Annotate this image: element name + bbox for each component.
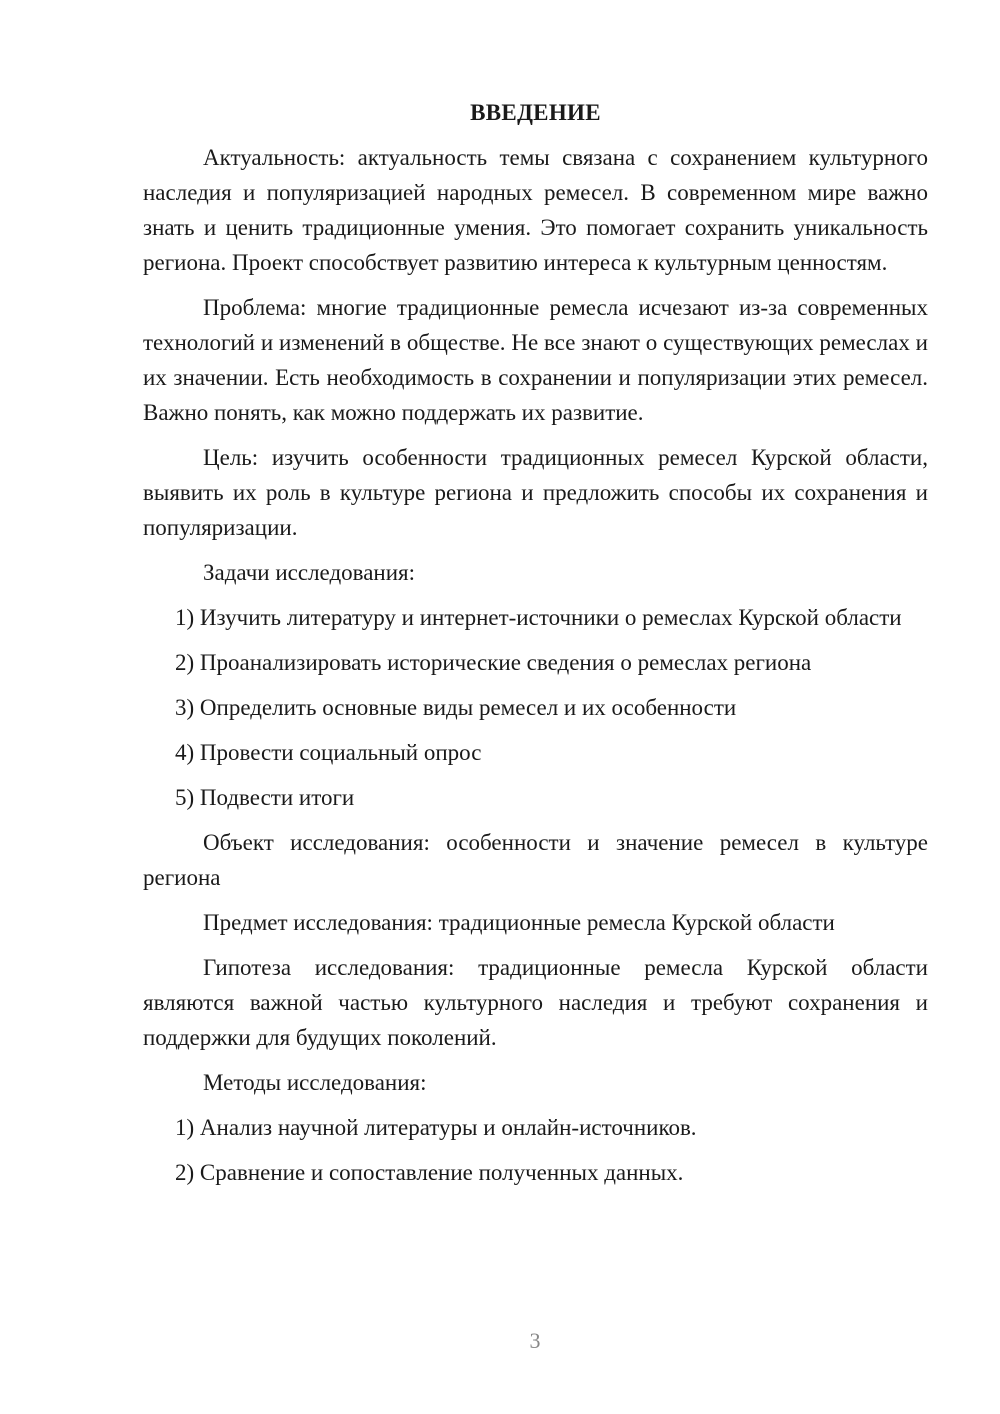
list-item: 2) Сравнение и сопоставление полученных данных. [175, 1160, 684, 1185]
list-item: 3) Определить основные виды ремесел и их особенности [175, 695, 737, 720]
methods-heading: Методы исследования: [203, 1070, 427, 1095]
relevance-paragraph: Актуальность: актуальность темы связана с сохранением культурного наследия и популяризацией народных ремесел. В современном мире важно знать и ценить традиционные умения. Это помогает сохранить уникальность региона. Проект способствует развитию интереса к культурным ценностям. [143, 145, 928, 275]
subject-paragraph: Предмет исследования: традиционные ремесла Курской области [203, 910, 835, 935]
list-item: 5) Подвести итоги [175, 785, 355, 810]
methods-list [143, 1110, 928, 1190]
list-item: 2) Проанализировать исторические сведения о ремеслах региона [175, 650, 812, 675]
list-item: 1) Анализ научной литературы и онлайн-источников. [175, 1115, 697, 1140]
list-item: 1) Изучить литературу и интернет-источники о ремеслах Курской области [175, 605, 902, 630]
tasks-heading: Задачи исследования: [203, 560, 416, 585]
tasks-list [143, 600, 928, 815]
list-item: 4) Провести социальный опрос [175, 740, 482, 765]
page-number: 3 [529, 1328, 541, 1353]
page-title: ВВЕДЕНИЕ [470, 100, 601, 125]
hypothesis-paragraph: Гипотеза исследования: традиционные ремесла Курской области являются важной частью культурного наследия и требуют сохранения и поддержки для будущих поколений. [143, 955, 928, 1050]
page-content [143, 95, 928, 1200]
object-paragraph: Объект исследования: особенности и значение ремесел в культуре региона [143, 830, 928, 890]
goal-paragraph: Цель: изучить особенности традиционных ремесел Курской области, выявить их роль в культуре региона и предложить способы их сохранения и популяризации. [143, 445, 928, 540]
problem-paragraph: Проблема: многие традиционные ремесла исчезают из-за современных технологий и изменений в обществе. Не все знают о существующих ремеслах и их значении. Есть необходимость в сохранении и популяризации этих ремесел. Важно понять, как можно поддержать их развитие. [143, 295, 928, 425]
